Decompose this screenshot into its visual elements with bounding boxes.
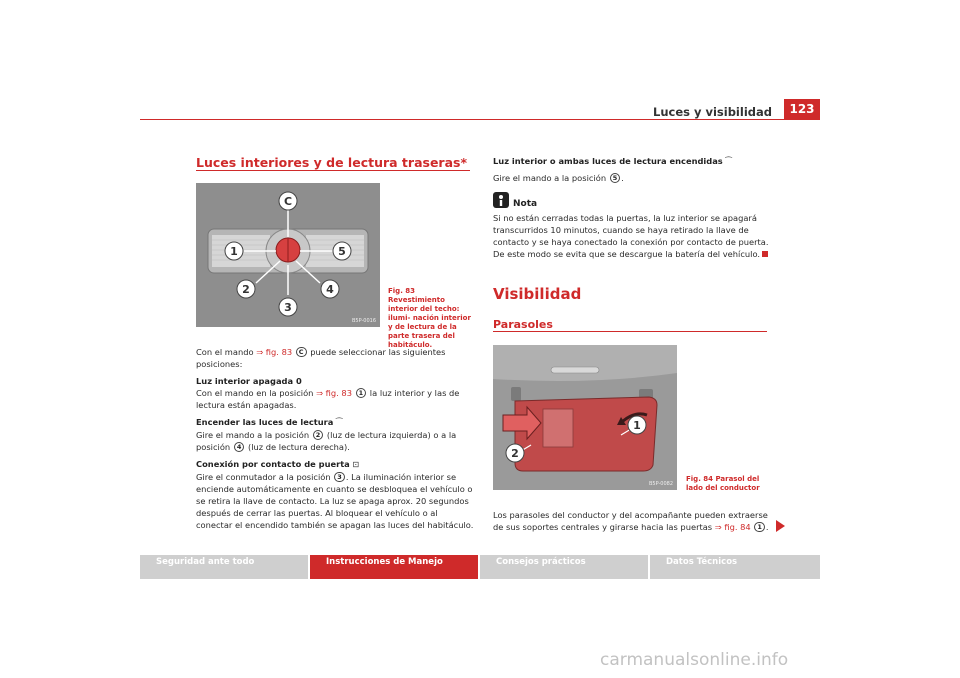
paragraph-reading-lights: Gire el mando a la posición 2 (luz de lectura izquierda) o a la posición 4 (luz de lectura derecha). xyxy=(196,430,457,452)
paragraph-door-contact: Gire el conmutador a la posición 3 . La iluminación interior se enciende automáticamente en cuanto se desbloquea el vehículo o se retira la llave de contacto. La luz se apaga aprox. 20 segundos después de cerrar las puertas. Al bloquear el vehículo o al conectar el encendido también se apagan las luces del habitáculo. xyxy=(196,472,474,530)
end-marker xyxy=(762,251,768,257)
fig-ref-link[interactable]: ⇒ fig. 83 xyxy=(256,347,293,357)
interior-light-icon: ⁀ xyxy=(725,157,732,166)
svg-text:2: 2 xyxy=(242,283,250,296)
header-rule xyxy=(140,119,820,120)
footer-nav xyxy=(140,555,820,579)
section-title-visibility: Visibilidad xyxy=(493,285,582,303)
tab-seguridad[interactable]: Seguridad ante todo xyxy=(140,555,308,579)
tab-datos-tecnicos[interactable]: Datos Técnicos xyxy=(650,555,820,579)
paragraph-sunvisors: Los parasoles del conductor y del acompañante pueden extraerse de sus soportes centrales y girarse hacia las puertas ⇒ fig. 84 1 . xyxy=(493,510,769,532)
heading-door-contact: Conexión por contacto de puerta xyxy=(196,459,350,469)
sun-visor-illustration xyxy=(493,345,677,490)
page-number: 123 xyxy=(784,99,820,119)
svg-text:1: 1 xyxy=(230,245,238,258)
svg-text:1: 1 xyxy=(633,419,641,432)
position-badge: 1 xyxy=(356,388,367,398)
tab-instrucciones[interactable]: Instrucciones de Manejo xyxy=(310,555,478,579)
paragraph-all-lights: Gire el mando a la posición 5 . xyxy=(493,173,624,183)
subsection-title-sunvisors: Parasoles xyxy=(493,318,553,331)
fig-ref-link[interactable]: ⇒ fig. 83 xyxy=(316,388,352,398)
position-badge: 4 xyxy=(234,442,245,452)
svg-text:5: 5 xyxy=(338,245,346,258)
reading-light-icon: ⁀ xyxy=(336,418,343,427)
subsection-rule xyxy=(493,331,767,332)
heading-reading-lights: Encender las luces de lectura xyxy=(196,417,334,427)
position-badge: 1 xyxy=(754,522,765,532)
figure-83-caption: Fig. 83 Revestimiento interior del techo: ilumi- nación interior y de lectura de la parte trasera del habitáculo. xyxy=(388,287,471,349)
figure-code: B5P-0082 xyxy=(648,481,673,487)
tab-consejos[interactable]: Consejos prácticos xyxy=(480,555,648,579)
heading-all-lights: Luz interior o ambas luces de lectura encendidas xyxy=(493,156,723,166)
paragraph-off: Con el mando en la posición ⇒ fig. 83 1 la luz interior y las de lectura están apagadas. xyxy=(196,388,460,410)
svg-text:C: C xyxy=(283,195,293,208)
next-page-arrow[interactable] xyxy=(776,520,785,532)
svg-text:2: 2 xyxy=(511,447,519,460)
ceiling-light-illustration xyxy=(196,183,380,327)
left-body xyxy=(196,346,476,531)
position-badge: C xyxy=(296,347,307,357)
running-title: Luces y visibilidad xyxy=(653,105,772,119)
figure-code: B5P-0016 xyxy=(351,318,376,324)
position-badge: 2 xyxy=(313,430,324,440)
fig-ref-link[interactable]: ⇒ fig. 84 xyxy=(714,522,751,532)
figure-83-image xyxy=(196,183,380,327)
position-badge: 5 xyxy=(610,173,621,183)
heading-off: Luz interior apagada 0 xyxy=(196,376,302,386)
watermark: carmanualsonline.info xyxy=(600,650,789,670)
svg-text:3: 3 xyxy=(284,301,292,314)
note-title: Nota xyxy=(513,199,538,209)
svg-text:4: 4 xyxy=(326,283,334,296)
door-contact-icon: ⊡ xyxy=(352,460,360,469)
position-badge: 3 xyxy=(334,472,345,482)
note-icon xyxy=(493,192,509,208)
note-text: Si no están cerradas todas la puertas, la luz interior se apagará transcurridos 10 minutos, cuando se haya retirado la llave de contacto y se haya conectado la conexión por contacto de puerta. De este modo se evita que se descargue la batería del vehículo. xyxy=(493,213,769,259)
right-top-text xyxy=(493,155,769,184)
section-rule xyxy=(196,170,470,171)
intro-paragraph: Con el mando ⇒ fig. 83 C puede seleccionar las siguientes posiciones: xyxy=(196,347,446,369)
section-title-interior-lights: Luces interiores y de lectura traseras* xyxy=(196,155,467,170)
figure-84-caption: Fig. 84 Parasol del lado del conductor xyxy=(686,475,760,492)
figure-84-image xyxy=(493,345,677,490)
